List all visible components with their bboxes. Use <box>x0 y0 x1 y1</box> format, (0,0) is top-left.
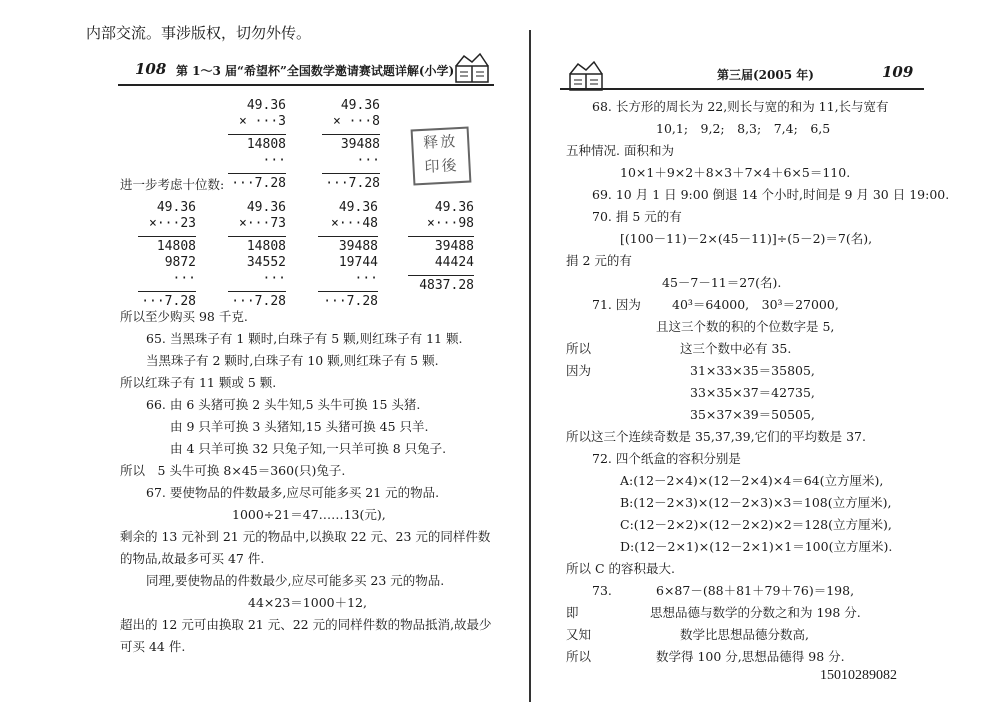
left-line: 所以红珠子有 11 颗或 5 颗. <box>120 375 277 390</box>
right-line: 10,1; 9,2; 8,3; 7,4; 6,5 <box>656 121 831 136</box>
right-line: 所以 <box>566 649 592 664</box>
right-line: A:(12－2×4)×(12－2×4)×4＝64(立方厘米), <box>620 473 884 488</box>
left-page-number: 108 <box>135 60 167 78</box>
right-line: [(100－11)－2×(45－11)]÷(5－2)＝7(名), <box>620 231 873 246</box>
right-line: 数学得 100 分,思想品德得 98 分. <box>656 649 845 664</box>
calc-4: 49.36 ×···73 14808 34552 ··· ···7.28 <box>228 200 286 310</box>
right-line: 40³＝64000, 30³＝27000, <box>672 297 839 312</box>
left-header-rule <box>118 84 494 86</box>
right-line: 因为 <box>566 363 592 378</box>
left-line: 可买 44 件. <box>120 639 186 654</box>
left-line: 超出的 12 元可由换取 21 元、22 元的同样件数的物品抵消,故最少 <box>120 617 492 632</box>
right-line: 所以 <box>566 341 592 356</box>
right-line: D:(12－2×1)×(12－2×1)×1＝100(立方厘米). <box>620 539 893 554</box>
right-line: 且这三个数的积的个位数字是 5, <box>656 319 835 334</box>
copyright-notice: 内部交流。事涉版权，切勿外传。 <box>86 24 312 42</box>
right-line: 6×87－(88＋81＋79＋76)＝198, <box>656 583 855 598</box>
right-header-rule <box>560 88 924 90</box>
right-line: 五种情况. 面积和为 <box>566 143 674 158</box>
left-line: 的物品,故最多可买 47 件. <box>120 551 265 566</box>
right-line: 捐 2 元的有 <box>566 253 632 268</box>
right-line: 33×35×37＝42735, <box>690 385 815 400</box>
left-line: 当黑珠子有 2 颗时,白珠子有 10 颗,则红珠子有 5 颗. <box>146 353 439 368</box>
calc-5: 49.36 ×···48 39488 19744 ··· ···7.28 <box>318 200 378 310</box>
further-note: 进一步考虑十位数: <box>120 177 225 192</box>
right-line: 68. 长方形的周长为 22,则长与宽的和为 11,长与宽有 <box>592 99 889 114</box>
left-line: 65. 当黑珠子有 1 颗时,白珠子有 5 颗,则红珠子有 11 颗. <box>146 331 463 346</box>
right-line: 10×1＋9×2＋8×3＋7×4＋6×5＝110. <box>620 165 851 180</box>
right-page-number: 109 <box>882 63 914 81</box>
left-line: 所以至少购买 98 千克. <box>120 309 248 324</box>
right-line: B:(12－2×3)×(12－2×3)×3＝108(立方厘米), <box>620 495 892 510</box>
right-line: 70. 捐 5 元的有 <box>592 209 682 224</box>
seal-stamp: 释放 印後 <box>411 127 472 186</box>
page-divider <box>529 30 531 702</box>
calc-2: 49.36 × ···8 39488 ··· ···7.28 <box>322 98 380 192</box>
right-line: 又知 <box>566 627 592 642</box>
right-line: 即 <box>566 605 579 620</box>
right-line: 思想品德与数学的分数之和为 198 分. <box>650 605 861 620</box>
calc-3: 49.36 ×···23 14808 9872 ··· ···7.28 <box>138 200 196 310</box>
left-line: 所以 5 头牛可换 8×45＝360(只)兔子. <box>120 463 346 478</box>
right-line: 69. 10 月 1 日 9:00 倒退 14 个小时,时间是 9 月 30 日 19:00. <box>592 187 950 202</box>
left-line: 由 9 只羊可换 3 头猪知,15 头猪可换 45 只羊. <box>170 419 429 434</box>
calc-6: 49.36 ×···98 39488 44424 4837.28 <box>408 200 474 294</box>
phone-number: 15010289082 <box>820 668 897 683</box>
left-line: 67. 要使物品的件数最多,应尽可能多买 21 元的物品. <box>146 485 440 500</box>
right-line: 所以 C 的容积最大. <box>566 561 675 576</box>
right-line: 数学比思想品德分数高, <box>680 627 809 642</box>
right-line: 45－7－11＝27(名). <box>662 275 782 290</box>
right-line: C:(12－2×2)×(12－2×2)×2＝128(立方厘米), <box>620 517 892 532</box>
right-line: 35×37×39＝50505, <box>690 407 815 422</box>
calc-1: 49.36 × ···3 14808 ··· ···7.28 <box>228 98 286 192</box>
left-line: 1000÷21＝47……13(元), <box>232 507 386 522</box>
left-line: 44×23＝1000＋12, <box>248 595 367 610</box>
left-running-header: 第 1～3 届“希望杯”全国数学邀请赛试题详解(小学) <box>176 64 455 78</box>
right-running-header: 第三届(2005 年) <box>717 68 814 82</box>
book-logo-icon <box>452 50 492 86</box>
right-line: 73. <box>592 583 612 598</box>
right-line: 所以这三个连续奇数是 35,37,39,它们的平均数是 37. <box>566 429 866 444</box>
right-line: 31×33×35＝35805, <box>690 363 815 378</box>
right-line: 这三个数中必有 35. <box>680 341 792 356</box>
left-line: 剩余的 13 元补到 21 元的物品中,以换取 22 元、23 元的同样件数 <box>120 529 491 544</box>
left-line: 由 4 只羊可换 32 只兔子知,一只羊可换 8 只兔子. <box>170 441 447 456</box>
right-line: 71. 因为 <box>592 297 641 312</box>
right-line: 72. 四个纸盒的容积分别是 <box>592 451 741 466</box>
left-line: 66. 由 6 头猪可换 2 头牛知,5 头牛可换 15 头猪. <box>146 397 421 412</box>
left-line: 同理,要使物品的件数最少,应尽可能多买 23 元的物品. <box>146 573 445 588</box>
